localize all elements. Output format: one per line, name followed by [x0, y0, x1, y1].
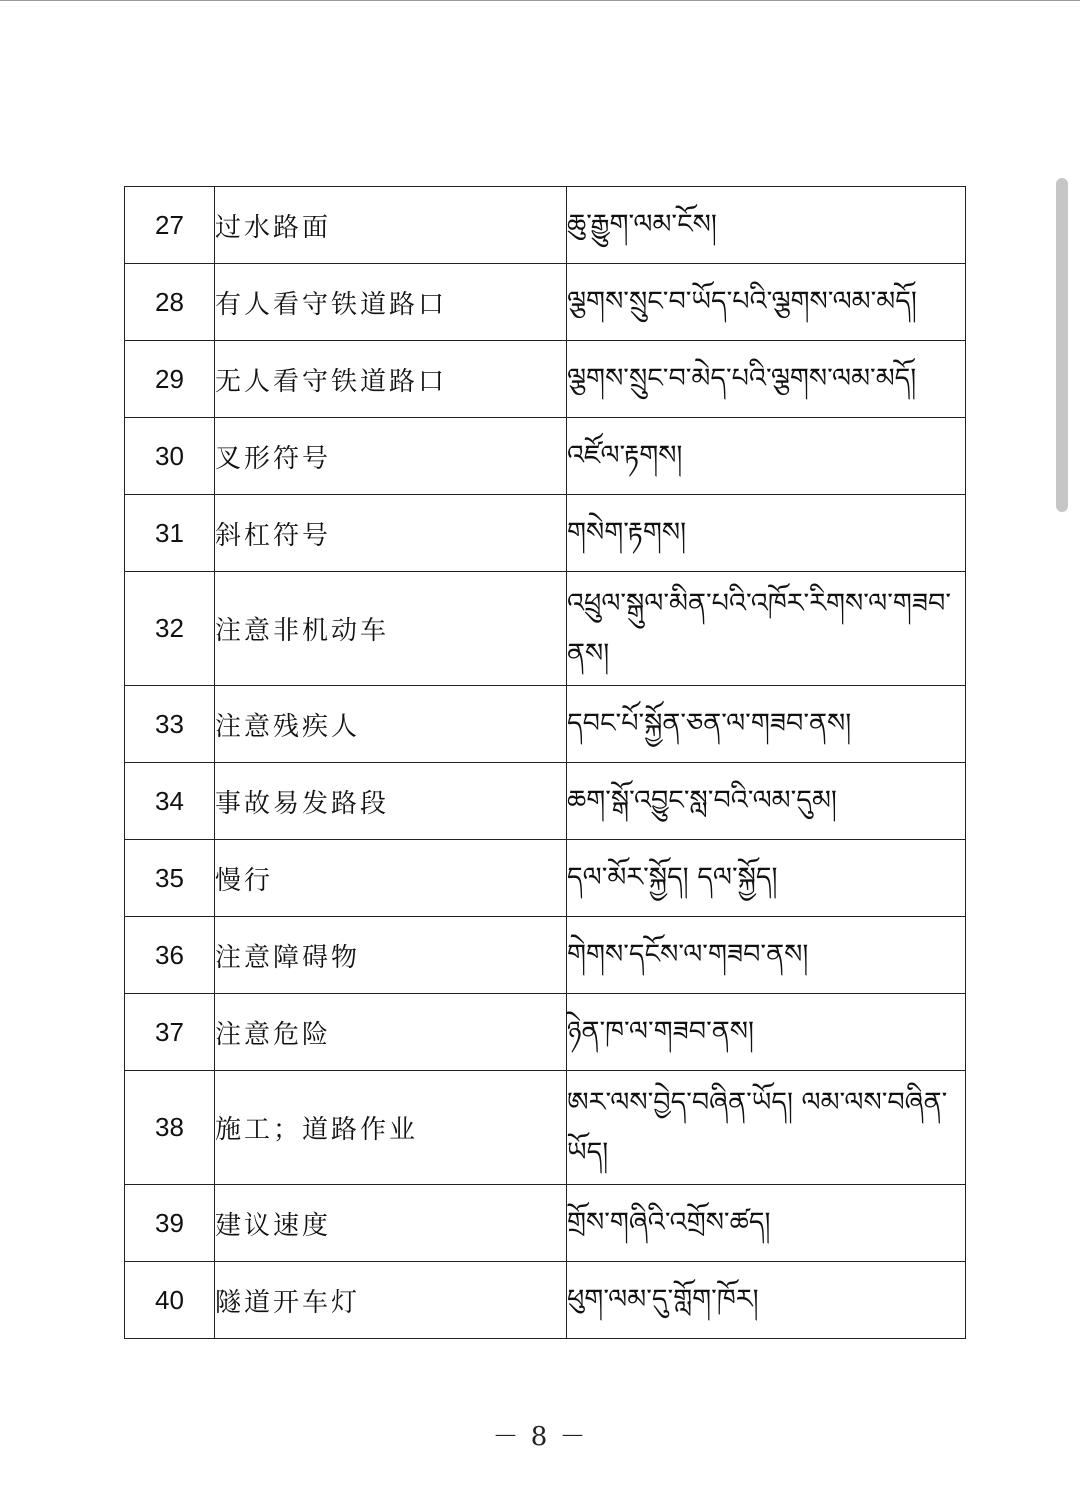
tibetan-term: ཆག་སྒོ་འབྱུང་སླ་བའི་ལམ་དུམ། [567, 763, 966, 840]
table-row [125, 1262, 966, 1339]
tibetan-term: འཕྲུལ་སྒུལ་མིན་པའི་འཁོར་རིགས་ལ་གཟབ་ནས། [567, 572, 966, 686]
table-row [125, 1071, 966, 1185]
chinese-term: 建议速度 [215, 1185, 567, 1262]
table-row [125, 418, 966, 495]
tibetan-term: དབང་པོ་སྐྱོན་ཅན་ལ་གཟབ་ནས། [567, 686, 966, 763]
row-number: 35 [125, 840, 215, 917]
row-number: 31 [125, 495, 215, 572]
tibetan-term: དལ་མོར་སྐྱོད། དལ་སྐྱོད། [567, 840, 966, 917]
chinese-term: 叉形符号 [215, 418, 567, 495]
table-row [125, 994, 966, 1071]
table-row [125, 495, 966, 572]
tibetan-term: འཛོལ་རྟགས། [567, 418, 966, 495]
chinese-term: 斜杠符号 [215, 495, 567, 572]
tibetan-term: གེགས་དངོས་ལ་གཟབ་ནས། [567, 917, 966, 994]
table-row [125, 763, 966, 840]
tibetan-term: གྲོས་གཞིའི་འགྲོས་ཚད། [567, 1185, 966, 1262]
table-row [125, 1185, 966, 1262]
table-row [125, 686, 966, 763]
table-row [125, 264, 966, 341]
tibetan-term: ལྕགས་སྲུང་བ་ཡོད་པའི་ལྕགས་ལམ་མདོ། [567, 264, 966, 341]
chinese-term: 施工；道路作业 [215, 1071, 567, 1185]
tibetan-term: ཨར་ལས་བྱེད་བཞིན་ཡོད། ལམ་ལས་བཞིན་ཡོད། [567, 1071, 966, 1185]
table-row [125, 341, 966, 418]
row-number: 29 [125, 341, 215, 418]
chinese-term: 事故易发路段 [215, 763, 567, 840]
row-number: 28 [125, 264, 215, 341]
chinese-term: 过水路面 [215, 187, 567, 264]
chinese-term: 注意残疾人 [215, 686, 567, 763]
tibetan-term: གསེག་རྟགས། [567, 495, 966, 572]
table-row [125, 572, 966, 686]
vertical-scrollbar[interactable] [1056, 178, 1068, 512]
table-row [125, 917, 966, 994]
row-number: 38 [125, 1071, 215, 1185]
table-row [125, 840, 966, 917]
chinese-term: 注意危险 [215, 994, 567, 1071]
row-number: 37 [125, 994, 215, 1071]
chinese-term: 注意非机动车 [215, 572, 567, 686]
page-number: － 8 － [492, 1422, 588, 1452]
row-number: 27 [125, 187, 215, 264]
row-number: 40 [125, 1262, 215, 1339]
top-edge-line [0, 0, 1080, 1]
chinese-term: 注意障碍物 [215, 917, 567, 994]
row-number: 36 [125, 917, 215, 994]
terms-table [124, 186, 966, 1339]
chinese-term: 慢行 [215, 840, 567, 917]
row-number: 34 [125, 763, 215, 840]
row-number: 32 [125, 572, 215, 686]
chinese-term: 隧道开车灯 [215, 1262, 567, 1339]
row-number: 33 [125, 686, 215, 763]
chinese-term: 无人看守铁道路口 [215, 341, 567, 418]
table-row [125, 187, 966, 264]
tibetan-term: ཆུ་རྒྱུག་ལམ་ངོས། [567, 187, 966, 264]
tibetan-term: ལྕགས་སྲུང་བ་མེད་པའི་ལྕགས་ལམ་མདོ། [567, 341, 966, 418]
row-number: 30 [125, 418, 215, 495]
chinese-term: 有人看守铁道路口 [215, 264, 567, 341]
tibetan-term: ཉེན་ཁ་ལ་གཟབ་ནས། [567, 994, 966, 1071]
row-number: 39 [125, 1185, 215, 1262]
tibetan-term: ཕུག་ལམ་དུ་གློག་ཁོར། [567, 1262, 966, 1339]
